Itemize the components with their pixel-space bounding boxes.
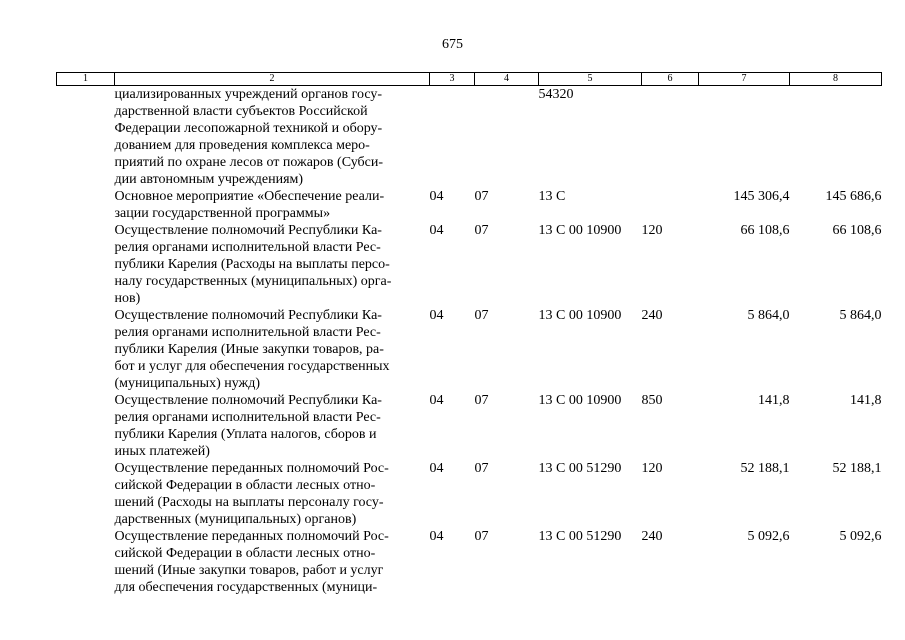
description-line: Осуществление полномочий Республики Ка-	[114, 223, 382, 238]
target-article-code: 13 С 00 10900	[538, 308, 622, 323]
description-line: нов)	[114, 291, 141, 306]
description-line: сийской Федерации в области лесных отно-	[114, 546, 376, 561]
description-line: дии автономным учреждениям)	[114, 172, 304, 187]
column-number-8: 8	[790, 73, 882, 86]
amount-col7: 145 306,4	[733, 189, 790, 204]
expense-type-code: 120	[641, 223, 663, 238]
amount-col7: 141,8	[758, 393, 790, 408]
amount-col8: 66 108,6	[832, 223, 882, 238]
table-row	[57, 222, 882, 307]
row-description	[115, 528, 430, 596]
amount-col8: 5 092,6	[839, 529, 882, 544]
row-number-cell	[57, 307, 115, 392]
description-line: циализированных учреждений органов госу-	[114, 87, 383, 102]
row-number-cell	[57, 222, 115, 307]
subsection-code: 07	[474, 393, 489, 408]
description-line: Осуществление переданных полномочий Рос-	[114, 529, 389, 544]
description-line: релия органами исполнительной власти Рес-	[114, 410, 381, 425]
column-number-3: 3	[430, 73, 475, 86]
description-line: публики Карелия (Уплата налогов, сборов и	[114, 427, 377, 442]
subsection-code: 07	[474, 461, 489, 476]
column-number-6: 6	[642, 73, 699, 86]
description-line: Федерации лесопожарной техникой и обору-	[114, 121, 383, 136]
description-line: иных платежей)	[114, 444, 210, 459]
column-number-7: 7	[699, 73, 790, 86]
description-line: (муниципальных) нужд)	[114, 376, 261, 391]
amount-col7: 66 108,6	[740, 223, 790, 238]
target-article-code: 13 С 00 51290	[538, 461, 622, 476]
amount-col8	[790, 86, 882, 189]
description-line: для обеспечения государственных (муници-	[114, 580, 378, 595]
amount-col8: 141,8	[850, 393, 882, 408]
description-line: публики Карелия (Иные закупки товаров, ра-	[114, 342, 384, 357]
description-line: зации государственной программы»	[114, 206, 331, 221]
description-line: дованием для проведения комплекса меро-	[114, 138, 370, 153]
row-description	[115, 222, 430, 307]
column-number-2: 2	[115, 73, 430, 86]
description-line: шений (Расходы на выплаты персоналу госу-	[114, 495, 384, 510]
table-row	[57, 86, 882, 189]
expense-type-code	[642, 86, 699, 189]
description-line: релия органами исполнительной власти Рес-	[114, 240, 381, 255]
subsection-code: 07	[474, 529, 489, 544]
row-number-cell	[57, 188, 115, 222]
target-article-code: 54320	[538, 87, 574, 102]
description-line: дарственных (муниципальных) органов)	[114, 512, 357, 527]
section-code: 04	[429, 223, 444, 238]
expense-type-code: 120	[641, 461, 663, 476]
column-number-5: 5	[539, 73, 642, 86]
column-number-1: 1	[57, 73, 115, 86]
table-row	[57, 460, 882, 528]
description-line: Осуществление полномочий Республики Ка-	[114, 393, 382, 408]
row-description	[115, 86, 430, 189]
expense-type-code: 240	[641, 529, 663, 544]
expense-type-code: 850	[641, 393, 663, 408]
section-code: 04	[429, 189, 444, 204]
section-code: 04	[429, 308, 444, 323]
amount-col7	[699, 86, 790, 189]
description-line: шений (Иные закупки товаров, работ и услуг	[114, 563, 384, 578]
target-article-code: 13 С 00 10900	[538, 393, 622, 408]
row-description	[115, 460, 430, 528]
subsection-code: 07	[474, 223, 489, 238]
table-row	[57, 188, 882, 222]
amount-col7: 5 864,0	[747, 308, 790, 323]
column-number-4: 4	[475, 73, 539, 86]
description-line: Основное мероприятие «Обеспечение реали-	[114, 189, 385, 204]
subsection-code	[475, 86, 539, 189]
subsection-code: 07	[474, 189, 489, 204]
page-number: 675	[442, 37, 463, 52]
expense-type-code	[642, 188, 699, 222]
row-description	[115, 307, 430, 392]
table-header-row	[57, 73, 882, 86]
amount-col8: 5 864,0	[839, 308, 882, 323]
target-article-code: 13 С	[538, 189, 566, 204]
row-number-cell	[57, 86, 115, 189]
section-code: 04	[429, 529, 444, 544]
row-description	[115, 392, 430, 460]
row-description	[115, 188, 430, 222]
section-code	[430, 86, 475, 189]
row-number-cell	[57, 460, 115, 528]
description-line: бот и услуг для обеспечения государственных	[114, 359, 390, 374]
amount-col7: 5 092,6	[747, 529, 790, 544]
description-line: публики Карелия (Расходы на выплаты персо-	[114, 257, 390, 272]
expense-type-code: 240	[641, 308, 663, 323]
row-number-cell	[57, 392, 115, 460]
subsection-code: 07	[474, 308, 489, 323]
description-line: Осуществление переданных полномочий Рос-	[114, 461, 389, 476]
amount-col7: 52 188,1	[740, 461, 790, 476]
section-code: 04	[429, 461, 444, 476]
description-line: сийской Федерации в области лесных отно-	[114, 478, 376, 493]
amount-col8: 145 686,6	[825, 189, 882, 204]
amount-col8: 52 188,1	[832, 461, 882, 476]
description-line: Осуществление полномочий Республики Ка-	[114, 308, 382, 323]
target-article-code: 13 С 00 51290	[538, 529, 622, 544]
target-article-code: 13 С 00 10900	[538, 223, 622, 238]
row-number-cell	[57, 528, 115, 596]
table-row	[57, 392, 882, 460]
description-line: дарственной власти субъектов Российской	[114, 104, 368, 119]
section-code: 04	[429, 393, 444, 408]
table-row	[57, 528, 882, 596]
table-body	[57, 86, 882, 597]
description-line: налу государственных (муниципальных) орга-	[114, 274, 392, 289]
budget-table	[56, 72, 882, 596]
description-line: приятий по охране лесов от пожаров (Субси-	[114, 155, 383, 170]
table-row	[57, 307, 882, 392]
description-line: релия органами исполнительной власти Рес-	[114, 325, 381, 340]
